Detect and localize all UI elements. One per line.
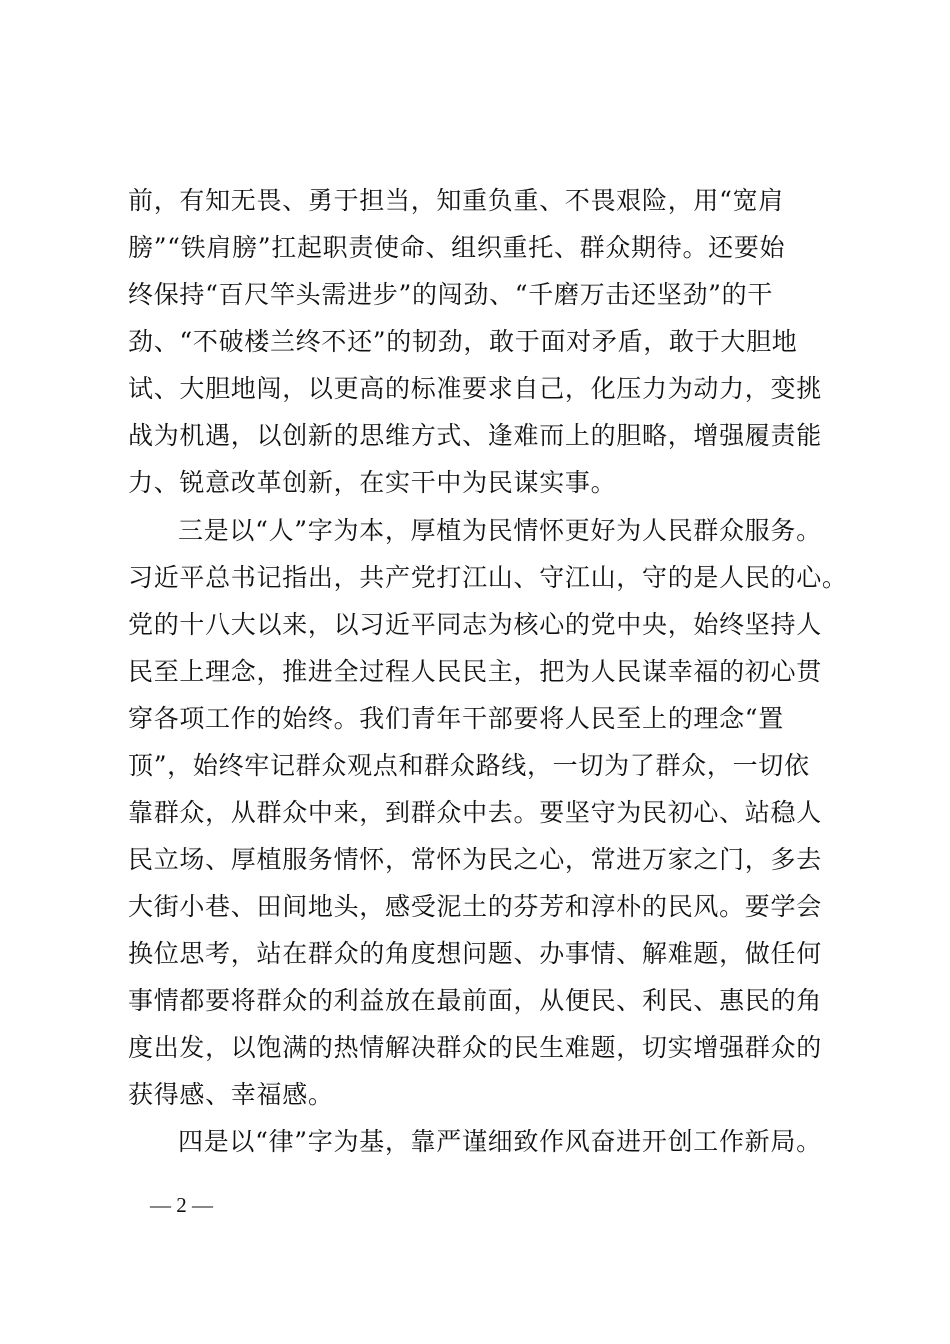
text-line: 事情都要将群众的利益放在最前面，从便民、利民、惠民的角 bbox=[128, 986, 822, 1015]
text-line: 靠群众，从群众中来，到群众中去。要坚守为民初心、站稳人 bbox=[128, 798, 822, 827]
text-line: 民立场、厚植服务情怀，常怀为民之心，常进万家之门，多去 bbox=[128, 845, 822, 874]
text-line: 膀”“铁肩膀”扛起职责使命、组织重托、群众期待。还要始 bbox=[128, 233, 786, 262]
text-line: 力、锐意改革创新，在实干中为民谋实事。 bbox=[128, 468, 617, 497]
paragraph-start-line: 三是以“人”字为本，厚植为民情怀更好为人民群众服务。 bbox=[178, 516, 822, 545]
text-line: 大街小巷、田间地头，感受泥土的芬芳和淳朴的民风。要学会 bbox=[128, 892, 822, 921]
text-line: 穿各项工作的始终。我们青年干部要将人民至上的理念“置 bbox=[128, 704, 784, 733]
text-line: 顶”，始终牢记群众观点和群众路线，一切为了群众，一切依 bbox=[128, 751, 810, 780]
text-line: 党的十八大以来，以习近平同志为核心的党中央，始终坚持人 bbox=[128, 610, 822, 639]
text-line: 劲、“不破楼兰终不还”的韧劲，敢于面对矛盾，敢于大胆地 bbox=[128, 327, 798, 356]
text-line: 民至上理念，推进全过程人民民主，把为人民谋幸福的初心贯 bbox=[128, 657, 822, 686]
text-line: 试、大胆地闯，以更高的标准要求自己，化压力为动力，变挑 bbox=[128, 374, 822, 403]
text-line: 获得感、幸福感。 bbox=[128, 1080, 334, 1109]
text-line: 终保持“百尺竿头需进步”的闯劲、“千磨万击还坚劲”的干 bbox=[128, 280, 774, 309]
text-line: 度出发，以饱满的热情解决群众的民生难题，切实增强群众的 bbox=[128, 1033, 822, 1062]
text-line: 换位思考，站在群众的角度想问题、办事情、解难题，做任何 bbox=[128, 939, 822, 968]
text-line: 前，有知无畏、勇于担当，知重负重、不畏艰险，用“宽肩 bbox=[128, 186, 784, 215]
page-number: — 2 — bbox=[150, 1193, 213, 1217]
text-line: 战为机遇，以创新的思维方式、逢难而上的胆略，增强履责能 bbox=[128, 421, 822, 450]
text-line: 习近平总书记指出，共产党打江山、守江山，守的是人民的心。 bbox=[128, 563, 848, 592]
paragraph-start-line: 四是以“律”字为基，靠严谨细致作风奋进开创工作新局。 bbox=[178, 1127, 822, 1156]
